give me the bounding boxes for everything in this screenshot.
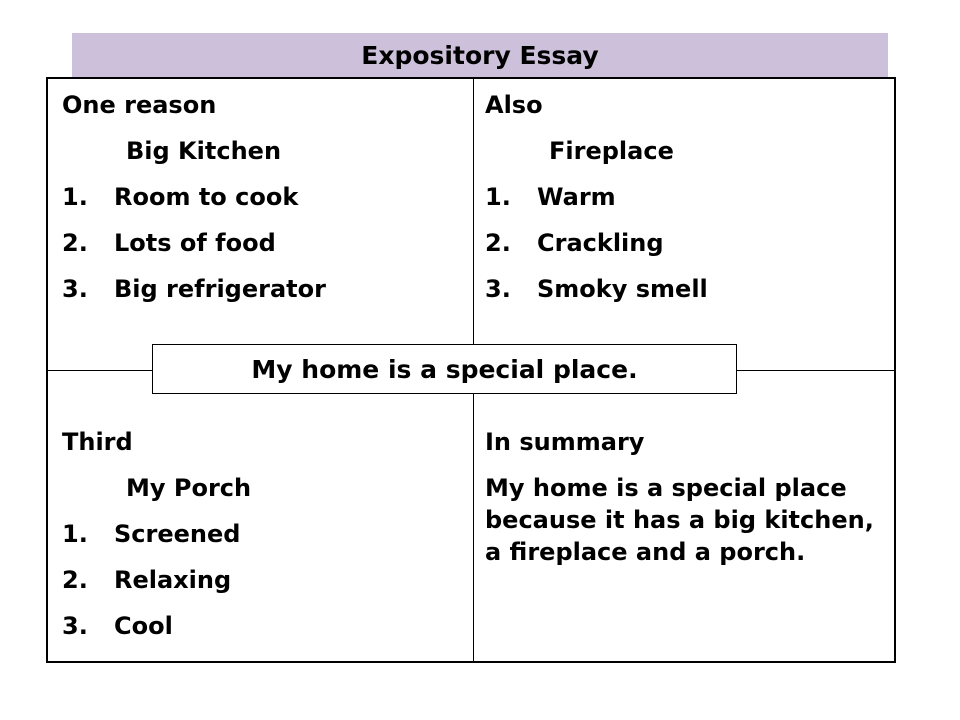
detail-text: Crackling <box>537 229 664 257</box>
detail-text: Smoky smell <box>537 275 708 303</box>
detail-list <box>62 511 462 649</box>
detail-item <box>485 174 885 220</box>
topic-text: Fireplace <box>549 137 674 165</box>
detail-item <box>485 266 885 312</box>
thesis-box <box>152 344 737 394</box>
detail-number: 1. <box>62 183 88 211</box>
detail-number: 2. <box>62 229 88 257</box>
quadrant-top-right <box>485 82 885 312</box>
detail-item <box>62 511 462 557</box>
detail-item <box>62 174 462 220</box>
transition-text: One reason <box>62 91 217 119</box>
transition-text: Also <box>485 91 543 119</box>
detail-text: Warm <box>537 183 616 211</box>
essay-title: Expository Essay <box>361 40 599 70</box>
quadrant-bottom-right <box>485 419 875 568</box>
detail-item <box>62 220 462 266</box>
transition-text: In summary <box>485 428 645 456</box>
topic-text: My Porch <box>126 474 252 502</box>
detail-list <box>485 174 885 312</box>
summary-text: My home is a special place because it has a big kitchen, a fireplace and a porch. <box>485 474 874 566</box>
detail-number: 2. <box>62 566 88 594</box>
detail-number: 1. <box>485 183 511 211</box>
thesis-statement: My home is a special place. <box>251 354 638 384</box>
detail-item <box>485 220 885 266</box>
detail-item <box>62 557 462 603</box>
essay-title-bar <box>72 33 888 77</box>
detail-text: Relaxing <box>114 566 232 594</box>
detail-text: Lots of food <box>114 229 276 257</box>
detail-text: Room to cook <box>114 183 299 211</box>
detail-number: 1. <box>62 520 88 548</box>
detail-item <box>62 266 462 312</box>
detail-number: 3. <box>485 275 511 303</box>
detail-text: Cool <box>114 612 173 640</box>
detail-text: Big refrigerator <box>114 275 326 303</box>
transition-text: Third <box>62 428 133 456</box>
quadrant-top-left <box>62 82 462 312</box>
detail-text: Screened <box>114 520 241 548</box>
detail-number: 2. <box>485 229 511 257</box>
quadrant-bottom-left <box>62 419 462 649</box>
detail-number: 3. <box>62 275 88 303</box>
detail-item <box>62 603 462 649</box>
detail-list <box>62 174 462 312</box>
detail-number: 3. <box>62 612 88 640</box>
topic-text: Big Kitchen <box>126 137 282 165</box>
